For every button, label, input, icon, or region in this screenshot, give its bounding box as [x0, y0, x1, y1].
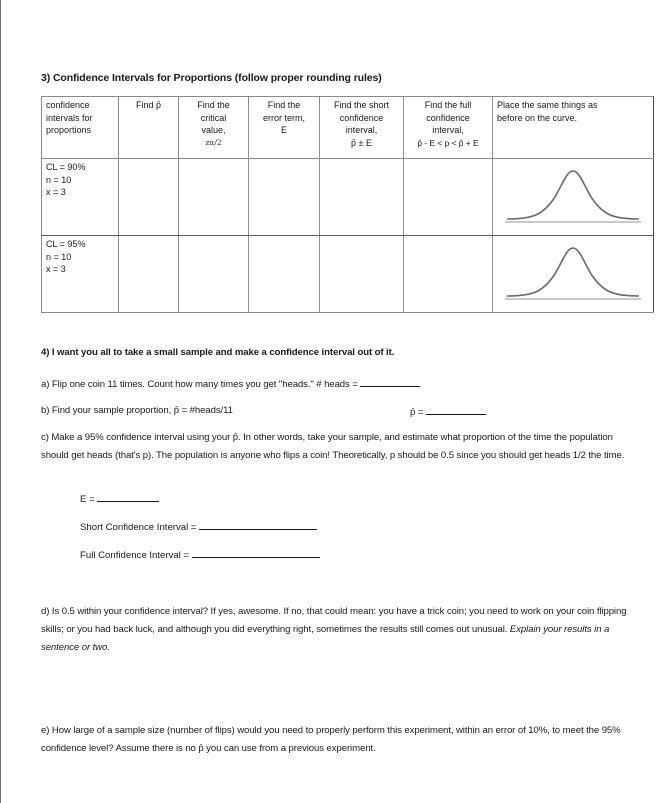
- error-term-blank[interactable]: [97, 492, 159, 502]
- answer-cell-critical-value[interactable]: [179, 236, 249, 313]
- table-row: [42, 236, 654, 313]
- header-text: Find p̂: [135, 100, 161, 110]
- header-text: p̂ - E < p < p̂ + E: [417, 137, 479, 148]
- table-row: [42, 159, 654, 236]
- answer-cell-short-ci[interactable]: [320, 236, 404, 313]
- z-alpha-over-2-symbol: zα/2: [205, 137, 222, 147]
- given-cell: [42, 159, 119, 236]
- header-text: before on the curve.: [497, 112, 578, 123]
- header-text: confidence: [339, 112, 384, 123]
- given-value: n = 10: [46, 251, 72, 262]
- full-ci-line: [80, 548, 320, 561]
- given-value: x = 3: [46, 187, 66, 198]
- answer-cell-full-ci[interactable]: [404, 236, 493, 313]
- curve-cell[interactable]: [493, 236, 654, 313]
- header-cell-critical-value: [179, 97, 249, 159]
- short-ci-label: Short Confidence Interval =: [80, 522, 197, 533]
- question-c-text: c) Make a 95% confidence interval using your p̂. In other words, take your sample, and estimate what proportion of the time the population should get heads (that's p). The population is anyone who flips a coin! Theoretically, p should be 0.5 since you should get heads 1/2 the time.: [41, 432, 625, 461]
- header-cell-error-term: [249, 97, 320, 159]
- question-b-text: b) Find your sample proportion, p̂ = #heads/11: [41, 405, 233, 416]
- question-e-text: e) How large of a sample size (number of flips) would you need to properly perform this experiment, within an error of 10%, to meet the 95% confidence level? Assume there is no p̂ you can use from a previous experiment.: [41, 725, 621, 754]
- answer-cell-phat[interactable]: [119, 236, 179, 313]
- header-text: Find the: [197, 100, 230, 110]
- question-d: [41, 603, 641, 657]
- header-cell-curve: [493, 97, 654, 159]
- question-a: [41, 377, 420, 390]
- header-text: interval,: [432, 125, 464, 136]
- heads-count-blank[interactable]: [360, 377, 420, 387]
- phat-answer: [410, 405, 486, 418]
- header-text: error term,: [262, 112, 305, 123]
- answer-cell-error-term[interactable]: [249, 159, 320, 236]
- header-text: proportions: [46, 125, 92, 136]
- full-ci-label: Full Confidence Interval =: [80, 550, 190, 561]
- short-ci-blank[interactable]: [199, 520, 317, 530]
- given-value: CL = 90%: [46, 162, 86, 172]
- header-cell-full-ci: [404, 97, 493, 159]
- header-text: Find the full: [424, 100, 472, 110]
- header-text: Place the same things as: [497, 100, 598, 110]
- header-cell-phat: [119, 97, 179, 159]
- header-text: Find the: [267, 100, 301, 110]
- full-ci-blank[interactable]: [192, 548, 320, 558]
- header-text: value,: [201, 125, 226, 136]
- question-b: [41, 405, 233, 416]
- phat-blank[interactable]: [426, 405, 486, 415]
- header-text: intervals for: [46, 112, 93, 123]
- answer-cell-full-ci[interactable]: [404, 159, 493, 236]
- question-a-text: a) Flip one coin 11 times. Count how many times you get "heads." # heads =: [41, 379, 358, 390]
- answer-cell-error-term[interactable]: [249, 236, 320, 313]
- short-ci-line: [80, 520, 317, 533]
- error-term-line: [80, 492, 159, 505]
- confidence-interval-table: [41, 96, 654, 313]
- header-text: interval,: [345, 125, 378, 136]
- header-text: E: [280, 125, 287, 136]
- phat-label: p̂ =: [410, 407, 424, 418]
- given-value: x = 3: [46, 264, 66, 275]
- header-text: Find the short: [333, 100, 390, 110]
- question-d-instruction: Explain your results in a sentence or two.: [41, 624, 610, 653]
- given-value: CL = 95%: [46, 239, 86, 249]
- given-cell: [42, 236, 119, 313]
- question-d-text: d) Is 0.5 within your confidence interval? If yes, awesome. If no, that could mean: you have a trick coin; you need to work on your coin flipping skills; or you had back luck, and although you did everything right, sometimes the results still comes out unusual.: [41, 606, 627, 635]
- answer-cell-phat[interactable]: [119, 159, 179, 236]
- header-text: p̂ ± E: [351, 137, 372, 148]
- answer-cell-short-ci[interactable]: [320, 159, 404, 236]
- table-header-row: [42, 97, 654, 159]
- header-cell-given: [42, 97, 119, 159]
- error-term-label: E =: [80, 494, 95, 505]
- header-text: critical: [200, 112, 227, 123]
- section-3-title: 3) Confidence Intervals for Proportions (follow proper rounding rules): [41, 72, 382, 84]
- normal-curve-icon: [503, 165, 643, 227]
- header-text: confidence: [426, 112, 470, 123]
- given-value: n = 10: [46, 174, 72, 185]
- curve-cell[interactable]: [493, 159, 654, 236]
- header-cell-short-ci: [320, 97, 404, 159]
- header-text: confidence: [46, 100, 90, 110]
- section-4-title: 4) I want you all to take a small sample and make a confidence interval out of it.: [41, 347, 395, 358]
- answer-cell-critical-value[interactable]: [179, 159, 249, 236]
- normal-curve-icon: [503, 242, 643, 304]
